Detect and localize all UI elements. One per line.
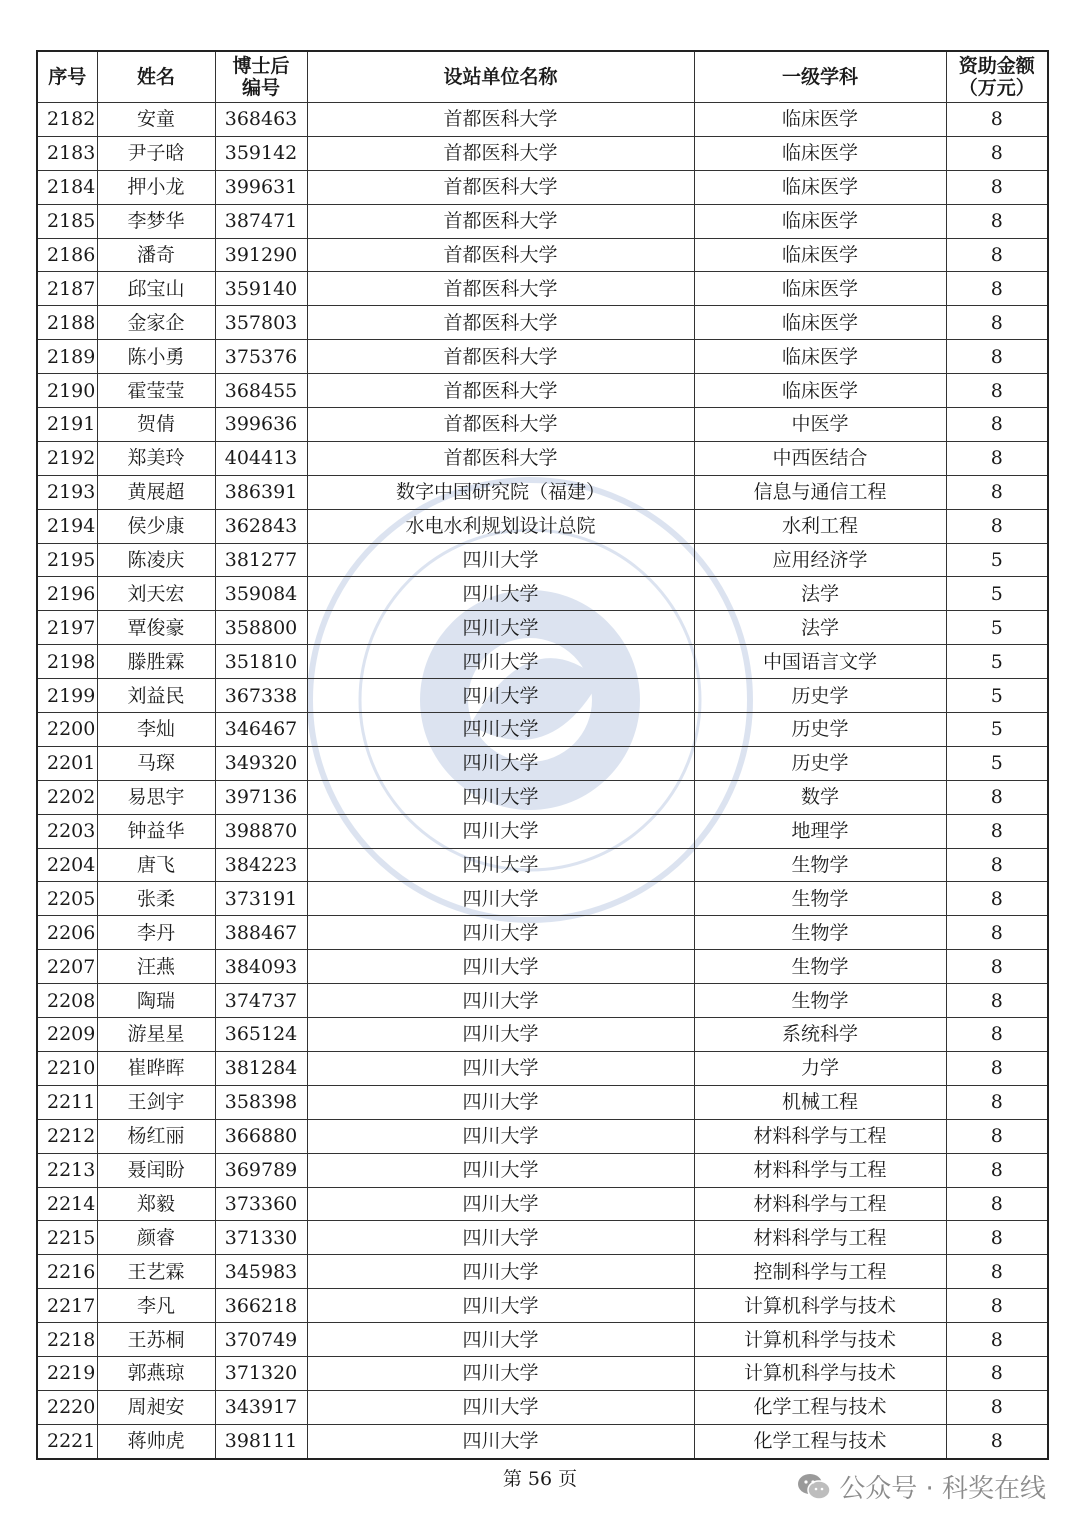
cell-seq: 2207 (37, 950, 97, 984)
cell-postdoc-id: 388467 (215, 916, 307, 950)
cell-institution: 四川大学 (307, 916, 694, 950)
cell-name: 刘益民 (97, 679, 215, 713)
table-row (37, 272, 1048, 306)
cell-discipline: 应用经济学 (694, 543, 946, 577)
cell-amount: 8 (946, 475, 1048, 509)
funding-table (36, 50, 1049, 1460)
cell-institution: 四川大学 (307, 713, 694, 747)
cell-postdoc-id: 346467 (215, 713, 307, 747)
cell-seq: 2185 (37, 204, 97, 238)
cell-amount: 8 (946, 1390, 1048, 1424)
table-row (37, 1255, 1048, 1289)
cell-institution: 四川大学 (307, 1119, 694, 1153)
cell-amount: 8 (946, 441, 1048, 475)
cell-seq: 2213 (37, 1153, 97, 1187)
table-row (37, 814, 1048, 848)
cell-seq: 2215 (37, 1221, 97, 1255)
header-postdoc-id-line2: 编号 (241, 77, 280, 99)
table-row (37, 204, 1048, 238)
cell-name: 押小龙 (97, 170, 215, 204)
cell-name: 李凡 (97, 1289, 215, 1323)
cell-seq: 2196 (37, 577, 97, 611)
cell-seq: 2187 (37, 272, 97, 306)
table-row (37, 1187, 1048, 1221)
header-amount-line1: 资助金额 (958, 55, 1035, 77)
cell-name: 王艺霖 (97, 1255, 215, 1289)
header-postdoc-id-line1: 博士后 (232, 55, 290, 77)
table-header-row (37, 51, 1048, 103)
cell-amount: 8 (946, 204, 1048, 238)
cell-postdoc-id: 369789 (215, 1153, 307, 1187)
cell-discipline: 临床医学 (694, 170, 946, 204)
cell-name: 李灿 (97, 713, 215, 747)
cell-discipline: 地理学 (694, 814, 946, 848)
cell-postdoc-id: 398111 (215, 1424, 307, 1458)
table-row (37, 780, 1048, 814)
cell-institution: 首都医科大学 (307, 170, 694, 204)
cell-postdoc-id: 375376 (215, 340, 307, 374)
cell-postdoc-id: 343917 (215, 1390, 307, 1424)
cell-discipline: 计算机科学与技术 (694, 1356, 946, 1390)
cell-postdoc-id: 367338 (215, 679, 307, 713)
cell-postdoc-id: 373191 (215, 882, 307, 916)
cell-discipline: 生物学 (694, 882, 946, 916)
cell-seq: 2203 (37, 814, 97, 848)
cell-postdoc-id: 381277 (215, 543, 307, 577)
cell-postdoc-id: 399631 (215, 170, 307, 204)
header-institution: 设站单位名称 (307, 51, 694, 103)
cell-discipline: 生物学 (694, 916, 946, 950)
cell-discipline: 计算机科学与技术 (694, 1323, 946, 1357)
cell-discipline: 材料科学与工程 (694, 1187, 946, 1221)
cell-institution: 四川大学 (307, 611, 694, 645)
cell-name: 易思宇 (97, 780, 215, 814)
cell-amount: 5 (946, 611, 1048, 645)
cell-postdoc-id: 358800 (215, 611, 307, 645)
cell-amount: 8 (946, 1085, 1048, 1119)
table-row (37, 1051, 1048, 1085)
cell-discipline: 生物学 (694, 984, 946, 1018)
table-row (37, 441, 1048, 475)
cell-postdoc-id: 351810 (215, 645, 307, 679)
cell-postdoc-id: 370749 (215, 1323, 307, 1357)
cell-name: 颜睿 (97, 1221, 215, 1255)
wechat-icon (797, 1472, 831, 1502)
table-row (37, 1289, 1048, 1323)
cell-discipline: 材料科学与工程 (694, 1119, 946, 1153)
cell-discipline: 生物学 (694, 848, 946, 882)
cell-discipline: 临床医学 (694, 103, 946, 137)
cell-amount: 8 (946, 374, 1048, 408)
cell-discipline: 机械工程 (694, 1085, 946, 1119)
cell-discipline: 中西医结合 (694, 441, 946, 475)
cell-name: 王苏桐 (97, 1323, 215, 1357)
cell-amount: 8 (946, 1221, 1048, 1255)
header-name: 姓名 (97, 51, 215, 103)
table-row (37, 509, 1048, 543)
cell-name: 郑美玲 (97, 441, 215, 475)
cell-seq: 2209 (37, 1018, 97, 1052)
cell-amount: 8 (946, 340, 1048, 374)
cell-postdoc-id: 404413 (215, 441, 307, 475)
table-row (37, 848, 1048, 882)
cell-postdoc-id: 366218 (215, 1289, 307, 1323)
cell-seq: 2186 (37, 238, 97, 272)
table-row (37, 746, 1048, 780)
cell-institution: 四川大学 (307, 1221, 694, 1255)
table-row (37, 136, 1048, 170)
cell-amount: 8 (946, 1424, 1048, 1458)
cell-amount: 8 (946, 103, 1048, 137)
cell-seq: 2205 (37, 882, 97, 916)
cell-postdoc-id: 359142 (215, 136, 307, 170)
cell-name: 覃俊豪 (97, 611, 215, 645)
cell-postdoc-id: 349320 (215, 746, 307, 780)
cell-discipline: 临床医学 (694, 340, 946, 374)
cell-institution: 四川大学 (307, 645, 694, 679)
cell-discipline: 法学 (694, 577, 946, 611)
cell-postdoc-id: 373360 (215, 1187, 307, 1221)
cell-amount: 5 (946, 746, 1048, 780)
cell-amount: 8 (946, 1323, 1048, 1357)
table-row (37, 170, 1048, 204)
cell-institution: 首都医科大学 (307, 272, 694, 306)
cell-seq: 2208 (37, 984, 97, 1018)
cell-discipline: 临床医学 (694, 272, 946, 306)
cell-seq: 2221 (37, 1424, 97, 1458)
cell-name: 张柔 (97, 882, 215, 916)
cell-amount: 8 (946, 306, 1048, 340)
cell-postdoc-id: 371320 (215, 1356, 307, 1390)
cell-name: 陶瑞 (97, 984, 215, 1018)
cell-institution: 四川大学 (307, 984, 694, 1018)
cell-institution: 四川大学 (307, 1390, 694, 1424)
table-row (37, 1221, 1048, 1255)
cell-postdoc-id: 386391 (215, 475, 307, 509)
header-discipline: 一级学科 (694, 51, 946, 103)
cell-amount: 8 (946, 1119, 1048, 1153)
cell-discipline: 临床医学 (694, 238, 946, 272)
cell-amount: 8 (946, 916, 1048, 950)
cell-institution: 首都医科大学 (307, 238, 694, 272)
table-body (37, 103, 1048, 1459)
cell-postdoc-id: 365124 (215, 1018, 307, 1052)
cell-amount: 5 (946, 645, 1048, 679)
cell-amount: 8 (946, 509, 1048, 543)
page-number: 第 56 页 (502, 1468, 578, 1490)
cell-name: 唐飞 (97, 848, 215, 882)
cell-seq: 2220 (37, 1390, 97, 1424)
table-row (37, 679, 1048, 713)
cell-postdoc-id: 366880 (215, 1119, 307, 1153)
cell-institution: 水电水利规划设计总院 (307, 509, 694, 543)
cell-seq: 2192 (37, 441, 97, 475)
cell-postdoc-id: 374737 (215, 984, 307, 1018)
cell-discipline: 化学工程与技术 (694, 1424, 946, 1458)
cell-seq: 2200 (37, 713, 97, 747)
cell-institution: 四川大学 (307, 1323, 694, 1357)
cell-seq: 2201 (37, 746, 97, 780)
cell-institution: 四川大学 (307, 543, 694, 577)
table-row (37, 1119, 1048, 1153)
cell-amount: 8 (946, 170, 1048, 204)
cell-institution: 四川大学 (307, 950, 694, 984)
table-row (37, 1153, 1048, 1187)
cell-discipline: 法学 (694, 611, 946, 645)
cell-name: 尹子晗 (97, 136, 215, 170)
cell-amount: 8 (946, 1018, 1048, 1052)
cell-name: 王剑宇 (97, 1085, 215, 1119)
header-amount (946, 51, 1048, 103)
table-row (37, 103, 1048, 137)
cell-seq: 2194 (37, 509, 97, 543)
cell-name: 郑毅 (97, 1187, 215, 1221)
cell-seq: 2212 (37, 1119, 97, 1153)
cell-name: 霍莹莹 (97, 374, 215, 408)
cell-institution: 四川大学 (307, 1153, 694, 1187)
cell-name: 马琛 (97, 746, 215, 780)
table-row (37, 645, 1048, 679)
cell-institution: 首都医科大学 (307, 408, 694, 442)
cell-seq: 2214 (37, 1187, 97, 1221)
cell-discipline: 系统科学 (694, 1018, 946, 1052)
cell-name: 汪燕 (97, 950, 215, 984)
cell-discipline: 材料科学与工程 (694, 1153, 946, 1187)
cell-postdoc-id: 371330 (215, 1221, 307, 1255)
cell-amount: 5 (946, 713, 1048, 747)
brand-watermark (797, 1468, 1046, 1505)
table-row (37, 882, 1048, 916)
cell-amount: 8 (946, 1051, 1048, 1085)
brand-text: 公众号 · 科奖在线 (839, 1474, 1046, 1504)
cell-discipline: 力学 (694, 1051, 946, 1085)
cell-seq: 2210 (37, 1051, 97, 1085)
cell-postdoc-id: 358398 (215, 1085, 307, 1119)
cell-discipline: 材料科学与工程 (694, 1221, 946, 1255)
cell-amount: 8 (946, 1289, 1048, 1323)
cell-institution: 四川大学 (307, 814, 694, 848)
cell-seq: 2183 (37, 136, 97, 170)
cell-postdoc-id: 381284 (215, 1051, 307, 1085)
funding-table-container (36, 50, 1047, 1460)
cell-institution: 四川大学 (307, 882, 694, 916)
cell-seq: 2204 (37, 848, 97, 882)
cell-name: 陈小勇 (97, 340, 215, 374)
cell-amount: 8 (946, 1187, 1048, 1221)
cell-amount: 8 (946, 1255, 1048, 1289)
cell-postdoc-id: 368455 (215, 374, 307, 408)
header-seq: 序号 (37, 51, 97, 103)
cell-name: 钟益华 (97, 814, 215, 848)
cell-discipline: 数学 (694, 780, 946, 814)
header-amount-line2: （万元） (958, 77, 1035, 99)
cell-institution: 四川大学 (307, 1289, 694, 1323)
cell-seq: 2191 (37, 408, 97, 442)
cell-name: 周昶安 (97, 1390, 215, 1424)
cell-name: 蒋帅虎 (97, 1424, 215, 1458)
cell-amount: 8 (946, 408, 1048, 442)
table-row (37, 543, 1048, 577)
cell-amount: 8 (946, 1153, 1048, 1187)
cell-institution: 四川大学 (307, 1187, 694, 1221)
cell-discipline: 信息与通信工程 (694, 475, 946, 509)
cell-postdoc-id: 362843 (215, 509, 307, 543)
cell-postdoc-id: 359084 (215, 577, 307, 611)
table-row (37, 1390, 1048, 1424)
cell-seq: 2202 (37, 780, 97, 814)
cell-name: 李梦华 (97, 204, 215, 238)
table-row (37, 1085, 1048, 1119)
cell-amount: 5 (946, 679, 1048, 713)
table-row (37, 1424, 1048, 1458)
cell-name: 滕胜霖 (97, 645, 215, 679)
cell-postdoc-id: 399636 (215, 408, 307, 442)
cell-institution: 四川大学 (307, 848, 694, 882)
cell-postdoc-id: 345983 (215, 1255, 307, 1289)
cell-institution: 首都医科大学 (307, 306, 694, 340)
cell-postdoc-id: 357803 (215, 306, 307, 340)
cell-name: 潘奇 (97, 238, 215, 272)
cell-name: 游星星 (97, 1018, 215, 1052)
cell-name: 杨红丽 (97, 1119, 215, 1153)
cell-discipline: 化学工程与技术 (694, 1390, 946, 1424)
table-row (37, 984, 1048, 1018)
cell-institution: 四川大学 (307, 746, 694, 780)
cell-amount: 8 (946, 1356, 1048, 1390)
cell-seq: 2190 (37, 374, 97, 408)
cell-institution: 首都医科大学 (307, 441, 694, 475)
cell-institution: 首都医科大学 (307, 204, 694, 238)
cell-institution: 四川大学 (307, 780, 694, 814)
table-row (37, 950, 1048, 984)
cell-seq: 2198 (37, 645, 97, 679)
cell-institution: 数字中国研究院（福建） (307, 475, 694, 509)
cell-discipline: 临床医学 (694, 306, 946, 340)
cell-institution: 四川大学 (307, 679, 694, 713)
cell-postdoc-id: 391290 (215, 238, 307, 272)
cell-name: 李丹 (97, 916, 215, 950)
table-row (37, 238, 1048, 272)
cell-postdoc-id: 397136 (215, 780, 307, 814)
cell-amount: 8 (946, 780, 1048, 814)
cell-discipline: 中医学 (694, 408, 946, 442)
cell-institution: 四川大学 (307, 1424, 694, 1458)
cell-seq: 2219 (37, 1356, 97, 1390)
cell-postdoc-id: 384093 (215, 950, 307, 984)
cell-name: 安童 (97, 103, 215, 137)
cell-amount: 8 (946, 814, 1048, 848)
table-row (37, 1356, 1048, 1390)
cell-amount: 5 (946, 543, 1048, 577)
cell-seq: 2184 (37, 170, 97, 204)
cell-institution: 四川大学 (307, 577, 694, 611)
cell-institution: 首都医科大学 (307, 374, 694, 408)
cell-seq: 2182 (37, 103, 97, 137)
cell-name: 聂闰盼 (97, 1153, 215, 1187)
cell-institution: 首都医科大学 (307, 136, 694, 170)
table-row (37, 408, 1048, 442)
header-postdoc-id (215, 51, 307, 103)
cell-discipline: 临床医学 (694, 374, 946, 408)
cell-seq: 2193 (37, 475, 97, 509)
cell-institution: 四川大学 (307, 1018, 694, 1052)
cell-institution: 四川大学 (307, 1085, 694, 1119)
cell-institution: 四川大学 (307, 1255, 694, 1289)
cell-institution: 首都医科大学 (307, 340, 694, 374)
cell-discipline: 生物学 (694, 950, 946, 984)
cell-seq: 2199 (37, 679, 97, 713)
cell-name: 崔晔晖 (97, 1051, 215, 1085)
table-row (37, 611, 1048, 645)
cell-discipline: 历史学 (694, 746, 946, 780)
cell-institution: 四川大学 (307, 1356, 694, 1390)
table-row (37, 374, 1048, 408)
cell-postdoc-id: 398870 (215, 814, 307, 848)
cell-amount: 8 (946, 950, 1048, 984)
cell-amount: 8 (946, 136, 1048, 170)
cell-discipline: 水利工程 (694, 509, 946, 543)
cell-discipline: 中国语言文学 (694, 645, 946, 679)
cell-institution: 四川大学 (307, 1051, 694, 1085)
cell-discipline: 临床医学 (694, 204, 946, 238)
cell-seq: 2197 (37, 611, 97, 645)
cell-name: 陈凌庆 (97, 543, 215, 577)
cell-institution: 首都医科大学 (307, 103, 694, 137)
table-row (37, 306, 1048, 340)
cell-postdoc-id: 368463 (215, 103, 307, 137)
cell-name: 黄展超 (97, 475, 215, 509)
cell-seq: 2216 (37, 1255, 97, 1289)
cell-seq: 2195 (37, 543, 97, 577)
table-row (37, 340, 1048, 374)
cell-seq: 2206 (37, 916, 97, 950)
cell-seq: 2188 (37, 306, 97, 340)
table-row (37, 577, 1048, 611)
cell-name: 邱宝山 (97, 272, 215, 306)
cell-amount: 8 (946, 848, 1048, 882)
cell-seq: 2189 (37, 340, 97, 374)
cell-postdoc-id: 359140 (215, 272, 307, 306)
table-row (37, 475, 1048, 509)
cell-discipline: 历史学 (694, 713, 946, 747)
cell-postdoc-id: 387471 (215, 204, 307, 238)
table-row (37, 713, 1048, 747)
cell-seq: 2218 (37, 1323, 97, 1357)
cell-amount: 5 (946, 577, 1048, 611)
cell-name: 郭燕琼 (97, 1356, 215, 1390)
table-row (37, 1323, 1048, 1357)
cell-seq: 2217 (37, 1289, 97, 1323)
cell-name: 贺倩 (97, 408, 215, 442)
cell-amount: 8 (946, 882, 1048, 916)
cell-name: 侯少康 (97, 509, 215, 543)
cell-name: 刘天宏 (97, 577, 215, 611)
cell-discipline: 临床医学 (694, 136, 946, 170)
cell-postdoc-id: 384223 (215, 848, 307, 882)
cell-amount: 8 (946, 238, 1048, 272)
cell-discipline: 控制科学与工程 (694, 1255, 946, 1289)
table-row (37, 916, 1048, 950)
cell-seq: 2211 (37, 1085, 97, 1119)
cell-discipline: 历史学 (694, 679, 946, 713)
cell-amount: 8 (946, 984, 1048, 1018)
cell-discipline: 计算机科学与技术 (694, 1289, 946, 1323)
cell-amount: 8 (946, 272, 1048, 306)
table-row (37, 1018, 1048, 1052)
cell-name: 金家企 (97, 306, 215, 340)
